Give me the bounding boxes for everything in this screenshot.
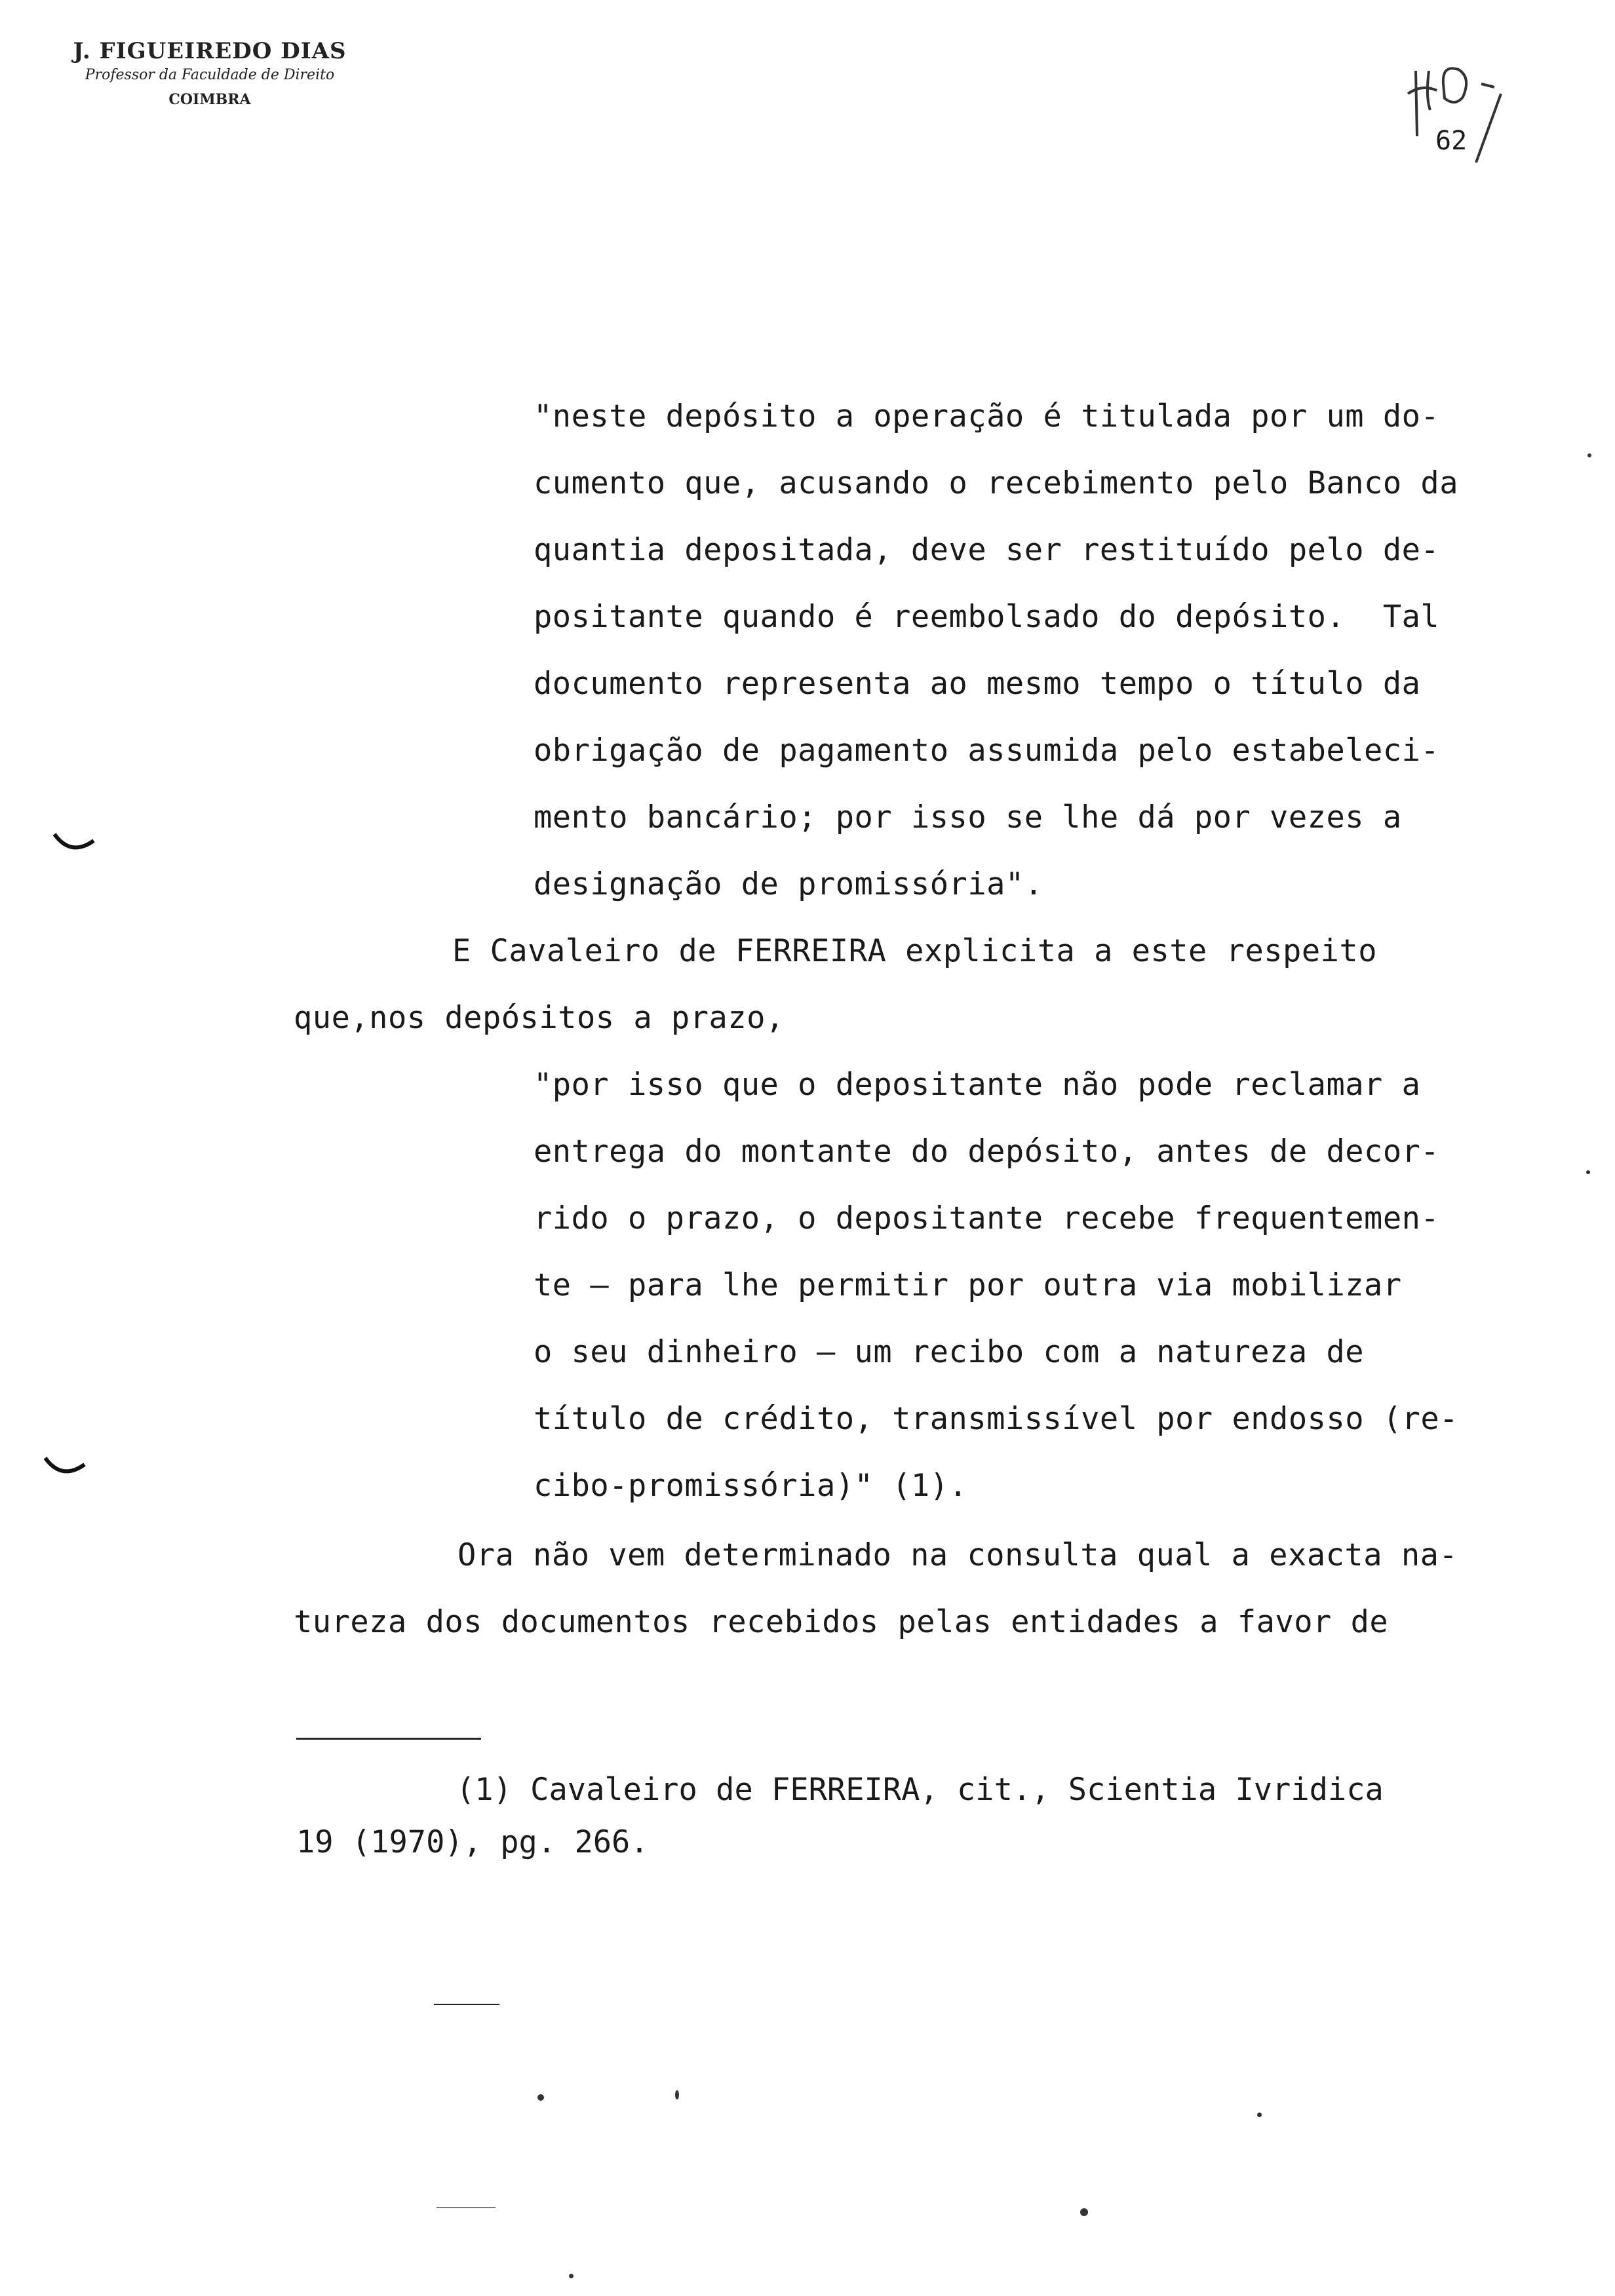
quote1-line-1: "neste depósito a operação é titulada por um do- bbox=[534, 398, 1440, 434]
quote1-line-5: documento representa ao mesmo tempo o título da bbox=[534, 666, 1421, 702]
scan-speck bbox=[675, 2090, 679, 2099]
author-name: J. FIGUEIREDO DIAS bbox=[73, 38, 347, 64]
quote1-line-7: mento bancário; por isso se lhe dá por vezes a bbox=[534, 799, 1402, 835]
scan-speck bbox=[1257, 2113, 1262, 2117]
scan-speck bbox=[1587, 453, 1591, 457]
author-title: Professor da Faculdade de Direito bbox=[85, 67, 335, 83]
quote1-line-8: designação de promissória". bbox=[534, 866, 1043, 902]
quote2-line-3: rido o prazo, o depositante recebe frequentemen- bbox=[534, 1200, 1440, 1236]
binder-hole-mark-2 bbox=[42, 1455, 88, 1481]
author-city: COIMBRA bbox=[168, 91, 251, 108]
stray-rule-2 bbox=[437, 2207, 496, 2208]
footnote-line-1: (1) Cavaleiro de FERREIRA, cit., Scientia Ivridica bbox=[456, 1772, 1384, 1808]
quote2-line-6: título de crédito, transmissível por endosso (re- bbox=[534, 1401, 1459, 1437]
quote1-line-4: positante quando é reembolsado do depósito. Tal bbox=[534, 599, 1440, 635]
quote2-line-1: "por isso que o depositante não pode reclamar a bbox=[534, 1067, 1421, 1103]
quote1-line-3: quantia depositada, deve ser restituído pelo de- bbox=[534, 532, 1440, 568]
stray-rule-1 bbox=[434, 2004, 499, 2005]
footnote-line-2: 19 (1970), pg. 266. bbox=[296, 1824, 649, 1860]
quote1-line-2: cumento que, acusando o recebimento pelo Banco da bbox=[534, 465, 1459, 501]
footnote-separator bbox=[296, 1738, 481, 1740]
paragraph1-line-1: E Cavaleiro de FERREIRA explicita a este respeito bbox=[452, 933, 1378, 969]
quote2-line-2: entrega do montante do depósito, antes de decor- bbox=[534, 1134, 1440, 1170]
page-number: 62 bbox=[1435, 126, 1468, 156]
paragraph2-line-1: Ora não vem determinado na consulta qual a exacta na- bbox=[457, 1537, 1458, 1573]
quote2-line-5: o seu dinheiro — um recibo com a natureza de bbox=[534, 1334, 1365, 1370]
quote2-line-7: cibo-promissória)" (1). bbox=[534, 1468, 968, 1504]
paragraph2-line-2: tureza dos documentos recebidos pelas entidades a favor de bbox=[294, 1604, 1389, 1640]
scan-speck bbox=[1586, 1170, 1590, 1174]
scan-speck bbox=[1080, 2208, 1088, 2216]
scan-speck bbox=[569, 2274, 574, 2278]
scan-speck bbox=[537, 2094, 544, 2101]
quote1-line-6: obrigação de pagamento assumida pelo estabeleci- bbox=[534, 733, 1440, 769]
binder-hole-mark-1 bbox=[51, 831, 97, 857]
letterhead bbox=[39, 38, 380, 108]
paragraph1-line-2: que,nos depósitos a prazo, bbox=[294, 1000, 785, 1036]
quote2-line-4: te — para lhe permitir por outra via mobilizar bbox=[534, 1267, 1402, 1303]
